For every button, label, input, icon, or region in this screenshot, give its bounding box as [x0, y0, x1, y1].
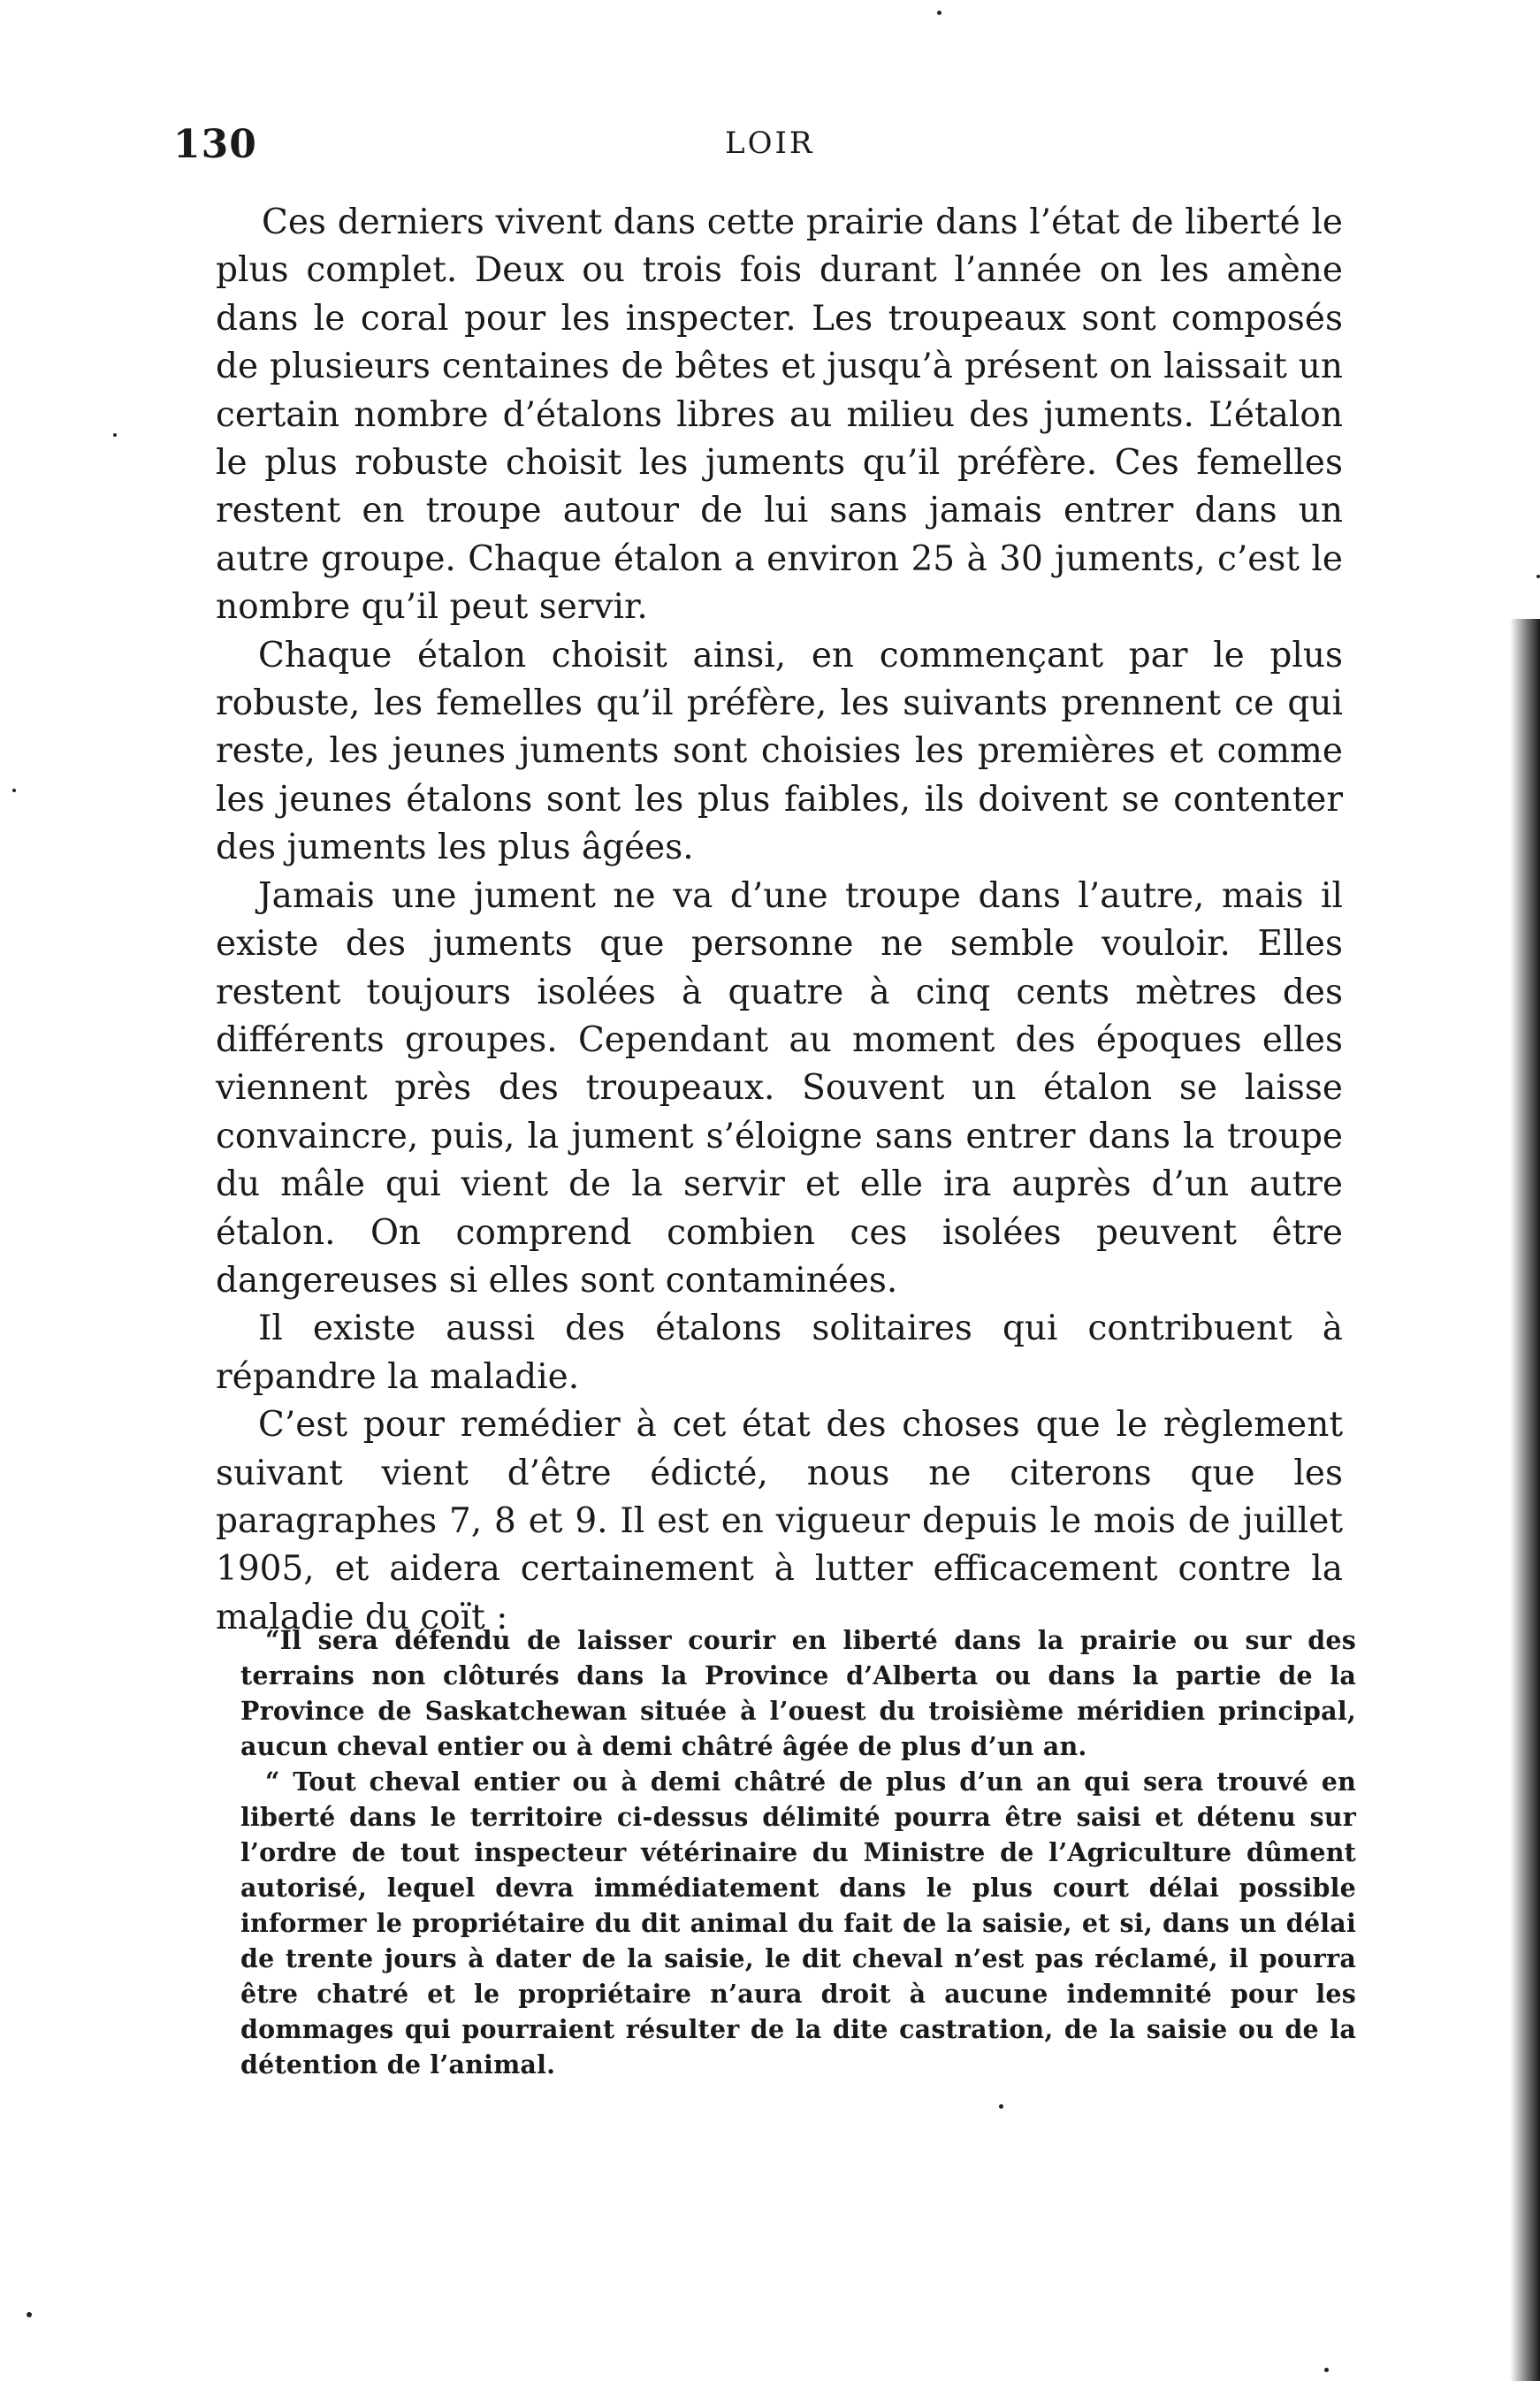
running-head: LOIR	[725, 126, 815, 161]
page-number: 130	[173, 122, 257, 167]
scan-edge-shadow	[1510, 619, 1540, 2381]
scan-speck	[1536, 575, 1540, 578]
paragraph: Chaque étalon choisit ainsi, en commençant par le plus robuste, les femelles qu’il préfère, les suivants prennent ce qui reste, les jeunes juments sont choisies les premières et comme les jeunes étalons sont les plus faibles, ils doivent se contenter des juments les plus âgées.	[216, 635, 1343, 868]
scan-speck	[113, 433, 117, 437]
quote-paragraph: “Il sera défendu de laisser courir en liberté dans la prairie ou sur des terrains non clôturés dans la Province d’Alberta ou dans la partie de la Province de Saskatchewan située à l’ouest du troisième méridien principal, aucun cheval entier ou à demi châtré âgée de plus d’un an.	[240, 1625, 1356, 1761]
scan-speck	[999, 2104, 1003, 2109]
scan-speck	[937, 11, 942, 15]
paragraph: Jamais une jument ne va d’une troupe dans l’autre, mais il existe des juments que personne ne semble vouloir. Elles restent toujours isolées à quatre à cinq cents mètres des différents groupes. Cependant au moment des époques elles viennent près des troupeaux. Souvent un étalon se laisse convaincre, puis, la jument s’éloigne sans entrer dans la troupe du mâle qui vient de la servir et elle ira auprès d’un autre étalon. On comprend combien ces isolées peuvent être dangereuses si elles sont contaminées.	[216, 875, 1343, 1301]
paragraph: Ces derniers vivent dans cette prairie dans l’état de liberté le plus complet. Deux ou trois fois durant l’année on les amène dans le coral pour les inspecter. Les troupeaux sont composés de plusieurs centaines de bêtes et jusqu’à présent on laissait un certain nombre d’étalons libres au milieu des juments. L’étalon le plus robuste choisit les juments qu’il préfère. Ces femelles restent en troupe autour de lui sans jamais entrer dans un autre groupe. Chaque étalon a environ 25 à 30 juments, c’est le nombre qu’il peut servir.	[216, 202, 1343, 628]
paragraph: C’est pour remédier à cet état des choses que le règlement suivant vient d’être édicté, nous ne citerons que les paragraphes 7, 8 et 9. Il est en vigueur depuis le mois de juillet 1905, et aidera certainement à lutter efficacement contre la maladie du coït :	[216, 1405, 1343, 1637]
body-text	[216, 199, 1343, 1642]
scan-speck	[1324, 2368, 1329, 2372]
regulation-quote	[240, 1622, 1356, 2082]
scan-speck	[27, 2312, 32, 2317]
paragraph: Il existe aussi des étalons solitaires qui contribuent à répandre la maladie.	[216, 1309, 1343, 1397]
quote-paragraph: “ Tout cheval entier ou à demi châtré de plus d’un an qui sera trouvé en liberté dans le territoire ci-dessus délimité pourra être saisi et détenu sur l’ordre de tout inspecteur vétérinaire du Ministre de l’Agriculture dûment autorisé, lequel devra immédiatement dans le plus court délai possible informer le propriétaire du dit animal du fait de la saisie, et si, dans un délai de trente jours à dater de la saisie, le dit cheval n’est pas réclamé, il pourra être chatré et le propriétaire n’aura droit à aucune indemnité pour les dommages qui pourraient résulter de la dite castration, de la saisie ou de la détention de l’animal.	[240, 1767, 1356, 2080]
scan-speck	[12, 789, 16, 792]
